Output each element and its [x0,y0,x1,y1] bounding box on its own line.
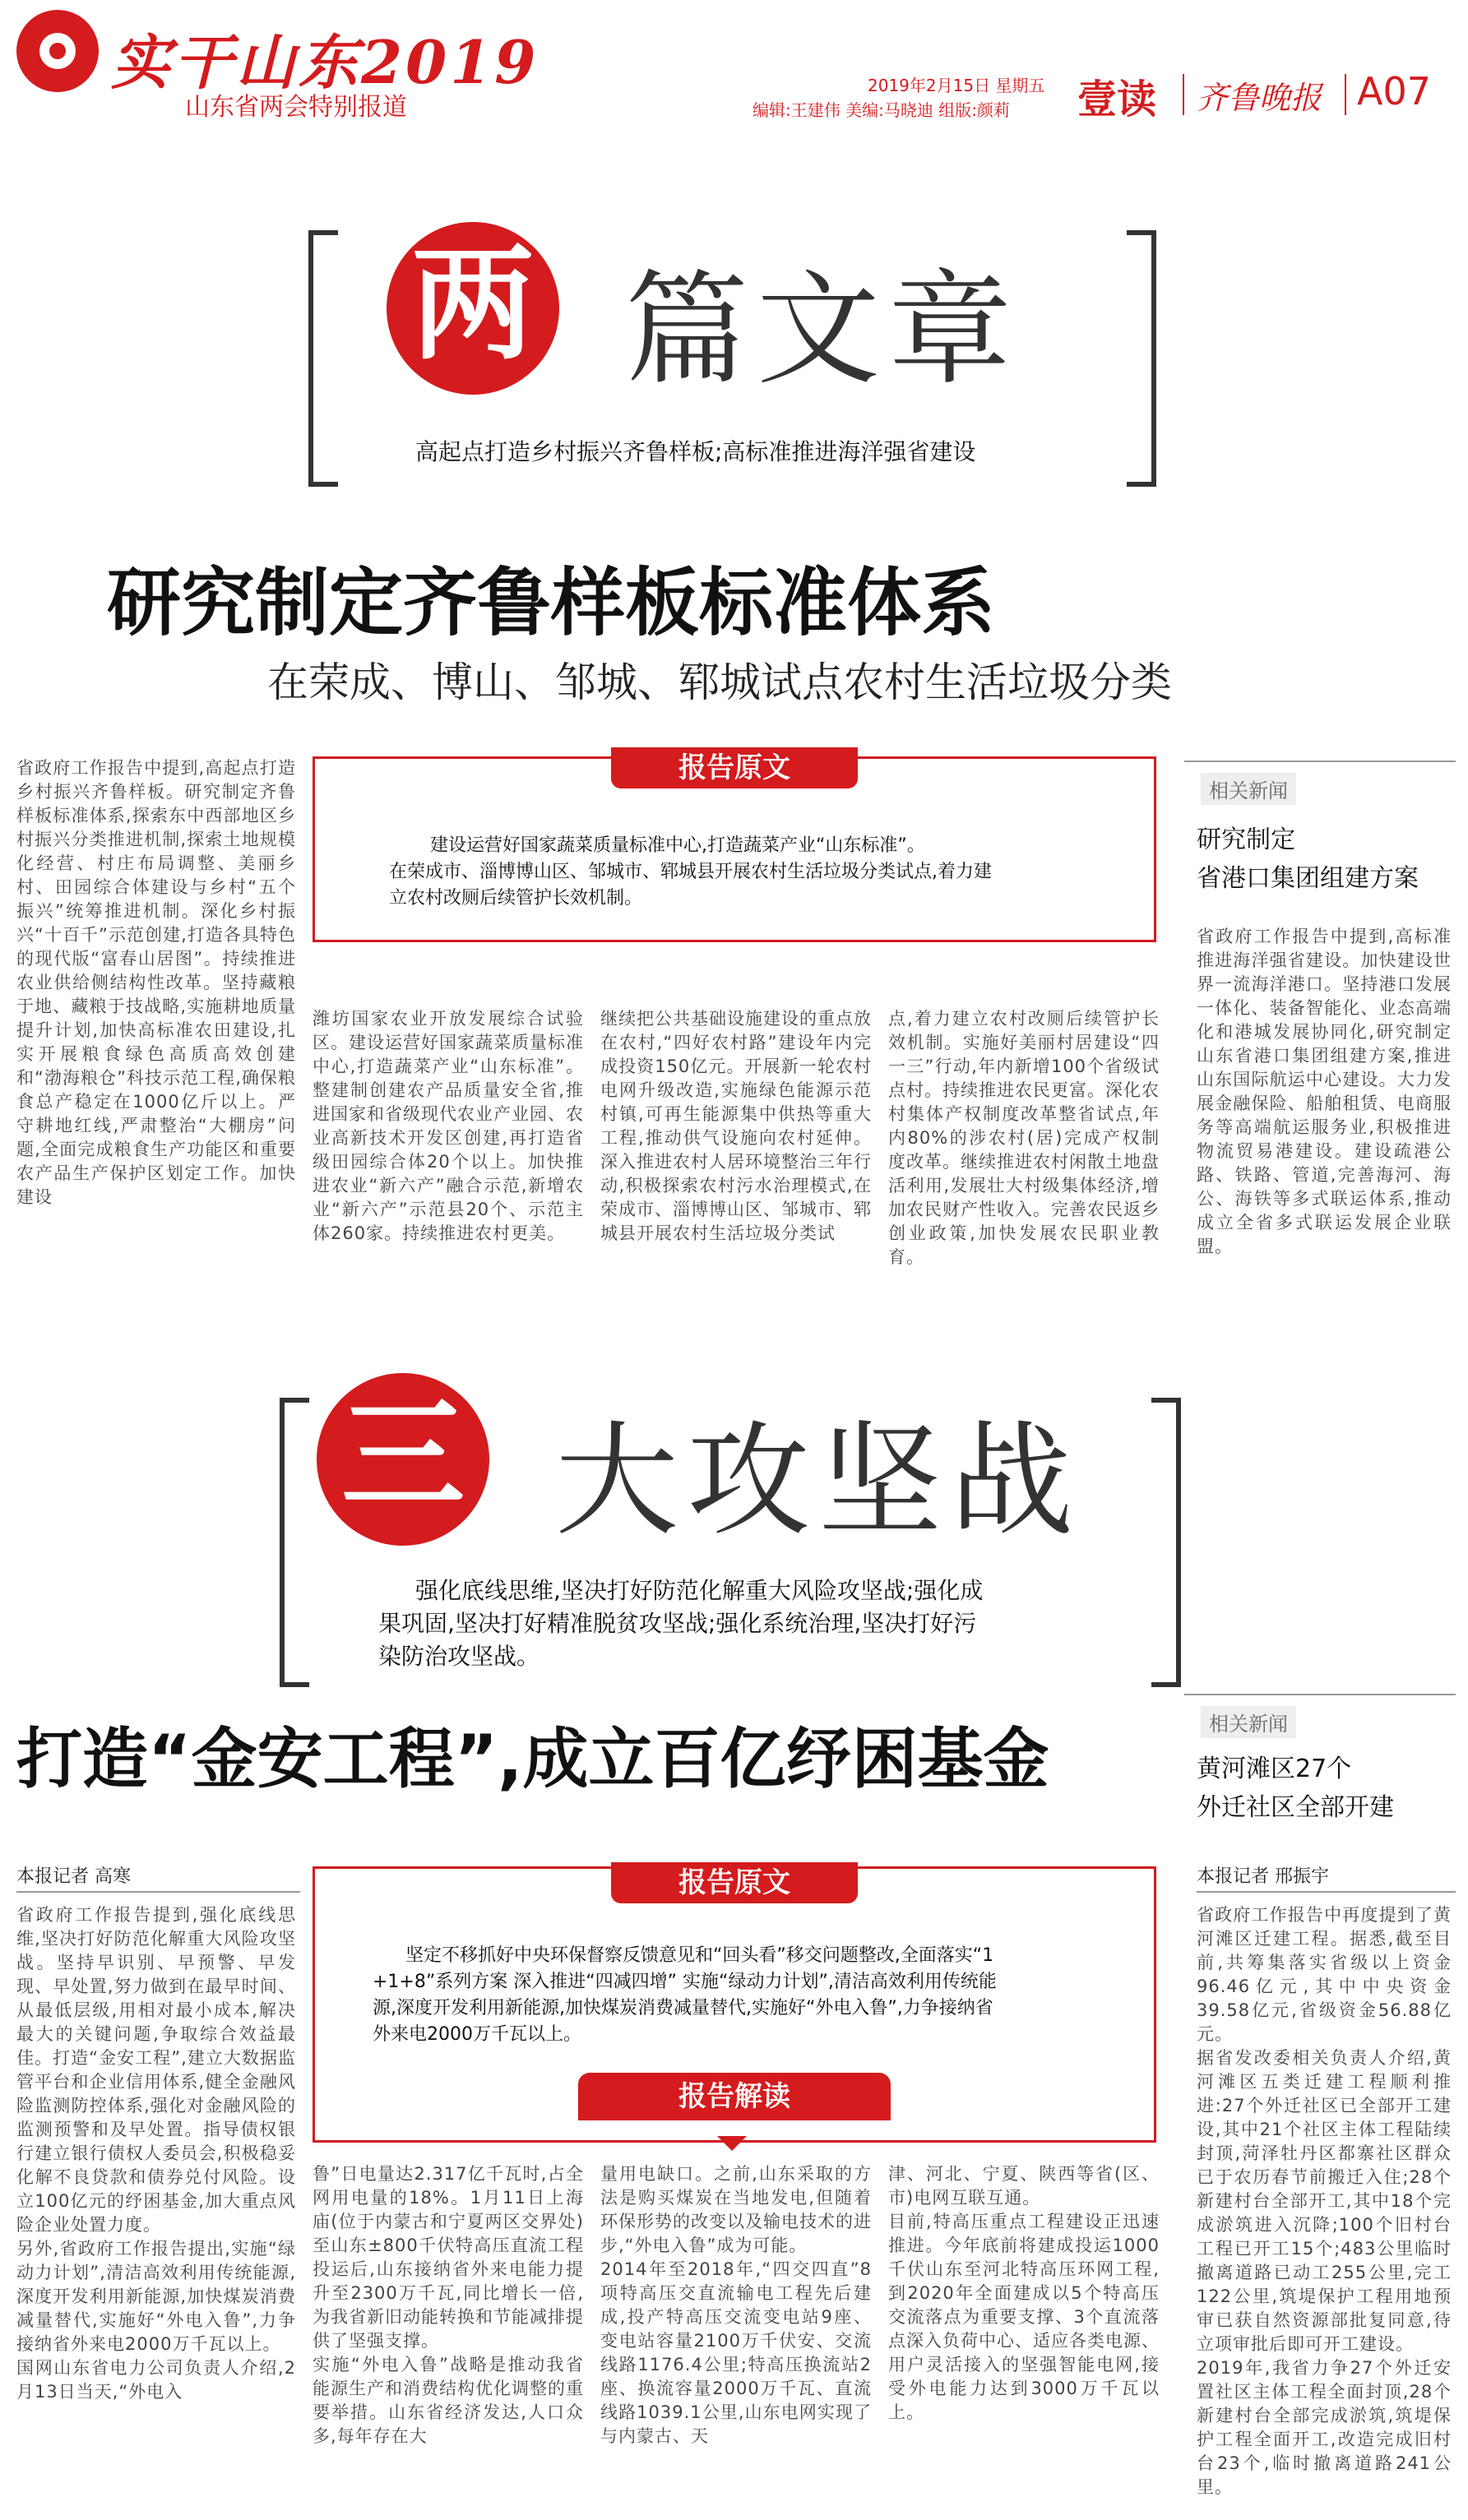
divider [16,1891,300,1893]
masthead [0,0,1468,132]
related-title-line: 黄河滩区27个 [1197,1755,1352,1783]
section-note-line: 强化底线思维,坚决打好防范化解重大风险攻坚战;强化成 [415,1577,984,1604]
article-column-4: 津、河北、宁夏、陕西等省(区、市)电网互联互通。 目前,特高压重点工程建设正迅速推进。今年底前将建成投运1000千伏山东至河北特高压环网工程,到2020年全面建成以5个特高压交流落点为重要支撑、3个直流落点深入负荷中心、适应各类电源、用户灵活接入的坚强智能电网,接受外电能力达到3000万千瓦以上。 [888,2164,1160,2422]
related-news-box [1184,761,1456,1394]
related-title-line: 省港口集团组建方案 [1197,864,1419,893]
left-bracket [308,230,338,487]
byline: 本报记者 邢振宇 [1197,1866,1329,1887]
report-box-tab: 报告原文 [611,1862,858,1903]
masthead-divider [1183,74,1184,115]
section-word: 大攻坚战 [555,1410,1082,1553]
section-note-line: 果巩固,坚决打好精准脱贫攻坚战;强化系统治理,坚决打好污 [378,1610,977,1637]
article-column-1: 省政府工作报告提到,强化底线思维,坚决打好防范化解重大风险攻坚战。坚持早识别、早预警、早发现、早处置,努力做到在最早时间、从最低层级,用相对最小成本,解决最大的关键问题,争取综合效益最佳。打造“金安工程”,建立大数据监管平台和企业信用体系,健全金融风险监测防控体系,强化对金融风险的监测预警和及早处置。指导债权银行建立银行债权人委员会,积极稳妥化解不良贷款和债券兑付风险。设立100亿元的纾困基金,加大重点风险企业处置力度。 另外,省政府工作报告提出,实施“绿动力计划”,清洁高效利用传统能源,深度开发利用新能源,加快煤炭消费减量替代,实施好“外电入鲁”,力争接纳省外来电2000万千瓦以上。 国网山东省电力公司负责人介绍,2月13日当天,“外电入 [16,1905,296,2402]
report-line: 坚定不移抓好中央环保督察反馈意见和“回头看”移交问题整改,全面落实“1 [405,1945,994,1966]
report-line: 在荣成市、淄博博山区、邹城市、郓城县开展农村生活垃圾分类试点,着力建 [389,862,992,882]
article-column-2: 潍坊国家农业开放发展综合试验区。建设运营好国家蔬菜质量标准中心,打造蔬菜产业“山东标准”。整建制创建农产品质量安全省,推进国家和省级现代农业产业园、农业高新技术开发区创建,再打造省级田园综合体20个以上。加快推进农业“新六产”融合示范,新增农业“新六产”示范县20个、示范主体260家。持续推进农村更美。 [313,1009,584,1243]
report-line: 源,深度开发利用新能源,加快煤炭消费减量替代,实施好“外电入鲁”,力争接纳省 [373,1998,993,2018]
article-column-1: 省政府工作报告中提到,高起点打造乡村振兴齐鲁样板。研究制定齐鲁样板标准体系,探索东中西部地区乡村振兴分类推进机制,探索土地规模化经营、村庄布局调整、美丽乡村、田园综合体建设与乡村“五个振兴”统筹推进机制。深化乡村振兴“十百千”示范创建,打造各具特色的现代版“富春山居图”。持续推进农业供给侧结构性改革。坚持藏粮于地、藏粮于技战略,实施耕地质量提升计划,加快高标准农田建设,扎实开展粮食绿色高质高效创建和“渤海粮仓”科技示范工程,确保粮食总产稳定在1000亿斤以上。严守耕地红线,严肃整治“大棚房”问题,全面完成粮食生产功能区和重要农产品生产保护区划定工作。加快建设 [16,758,296,1207]
paper-name: 齐鲁晚报 [1197,80,1322,116]
article-column-2: 鲁”日电量达2.317亿千瓦时,占全网用电量的18%。1月11日上海庙(位于内蒙古和宁夏两区交界处)至山东±800千伏特高压直流工程投运后,山东接纳省外来电能力提升至2300万千瓦,同比增长一倍,为我省新旧动能转换和节能减排提供了坚强支撑。 实施“外电入鲁”战略是推动我省能源生产和消费结构优化调整的重要举措。山东省经济发达,人口众多,每年存在大 [313,2164,584,2446]
right-bracket [1151,1398,1181,1687]
masthead-subtitle: 山东省两会特别报道 [185,93,407,122]
section-number-circle: 三 [317,1373,489,1546]
report-line: 立农村改厕后续管护长效机制。 [389,888,643,909]
related-news-box [1184,1694,1456,2508]
masthead-divider [1345,74,1346,115]
section-note: 高起点打造乡村振兴齐鲁样板;高标准推进海洋强省建设 [415,438,976,465]
section-label: 壹读 [1077,76,1157,123]
section-number-circle: 两 [387,222,559,395]
report-box [313,1866,1156,2143]
subheadline: 在荣成、博山、邹城、郓城试点农村生活垃圾分类 [267,659,1172,706]
report-box [313,751,1156,942]
article-column-3: 量用电缺口。之前,山东采取的方法是购买煤炭在当地发电,但随着环保形势的改变以及输电技术的进步,“外电入鲁”成为可能。 2014年至2018年,“四交四直”8项特高压交直流输电工程先后建成,投产特高压交流变电站9座、变电站容量2100万千伏安、交流线路1176.4公里;特高压换流站2座、换流容量2000万千瓦、直流线路1039.1公里,山东电网实现了与内蒙古、天 [600,2164,872,2446]
headline: 研究制定齐鲁样板标准体系 [107,560,995,646]
byline: 本报记者 高寒 [16,1866,131,1887]
related-label: 相关新闻 [1201,773,1296,805]
section-word: 篇文章 [625,259,1021,402]
divider [1184,761,1456,762]
gear-logo-icon [16,10,99,92]
report-line: 外来电2000万千瓦以上。 [373,2024,581,2045]
right-bracket [1127,230,1156,487]
date-line: 2019年2月15日 星期五 [868,76,1045,95]
divider [1197,1891,1456,1893]
report-box-tab: 报告原文 [611,747,858,788]
article-column-4: 点,着力建立农村改厕后续管护长效机制。实施好美丽村居建设“四一三”行动,年内新增100个省级试点村。持续推进农民更富。深化农村集体产权制度改革整省试点,年内80%的涉农村(居)完成产权制度改革。继续推进农村闲散土地盘活利用,发展壮大村级集体经济,增加农民财产性收入。完善农民返乡创业政策,加快发展农民职业教育。 [888,1009,1160,1267]
masthead-title: 实干山东2019 [111,27,540,97]
down-arrow-icon [717,2136,747,2151]
related-title-line: 外迁社区全部开建 [1197,1793,1394,1822]
report-interpretation-tab: 报告解读 [578,2073,891,2120]
page-number: A07 [1357,69,1432,113]
article-column-3: 继续把公共基础设施建设的重点放在农村,“四好农村路”建设年内完成投资150亿元。开展新一轮农村电网升级改造,实施绿色能源示范村镇,可再生能源集中供热等重大工程,推动供气设施向农村延伸。深入推进农村人居环境整治三年行动,积极探索农村污水治理模式,在荣成市、淄博博山区、邹城市、郓城县开展农村生活垃圾分类试 [600,1009,872,1243]
editors-line: 编辑:王建伟 美编:马晓迪 组版:颜莉 [753,100,1010,120]
left-bracket [280,1398,309,1687]
related-body: 省政府工作报告中提到,高标准推进海洋强省建设。加快建设世界一流海洋港口。坚持港口发展一体化、装备智能化、业态高端化和港城发展协同化,研究制定山东省港口集团组建方案,推进山东国际航运中心建设。大力发展金融保险、船舶租赁、电商服务等高端航运服务业,积极推进物流贸易港建设。建设疏港公路、铁路、管道,完善海河、海公、海铁等多式联运体系,推动成立全省多式联运发展企业联盟。 [1197,927,1452,1256]
section-note-line: 染防治攻坚战。 [378,1643,540,1670]
related-label: 相关新闻 [1201,1706,1296,1738]
headline: 打造“金安工程”,成立百亿纾困基金 [16,1721,1049,1797]
report-line: 建设运营好国家蔬菜质量标准中心,打造蔬菜产业“山东标准”。 [430,835,925,856]
related-body: 省政府工作报告中再度提到了黄河滩区迁建工程。据悉,截至目前,共筹集落实省级以上资金96.46亿元,其中中央资金39.58亿元,省级资金56.88亿元。 据省发改委相关负责人介绍,黄河滩区五类迁建工程顺利推进:27个外迁社区已全部开工建设,其中21个社区主体工程陆续封顶,菏泽牡丹区都寨社区群众已于农历春节前搬迁入住;28个新建村台全部开工,其中18个完成淤筑进入沉降;100个旧村台工程已开工15个;483公里临时撤离道路已动工255公里,完工122公里,筑堤保护工程用地预审已获自然资源部批复同意,待立项审批后即可开工建设。 2019年,我省力争27个外迁安置社区主体工程全面封顶,28个新建村台全部完成淤筑,筑堤保护工程全面开工,改造完成旧村台23个,临时撤离道路241公里。 [1197,1905,1452,2497]
divider [1184,1694,1456,1695]
related-title-line: 研究制定 [1197,825,1295,854]
report-line: +1+8”系列方案 深入推进“四减四增” 实施“绿动力计划”,清洁高效利用传统能 [373,1972,997,1992]
